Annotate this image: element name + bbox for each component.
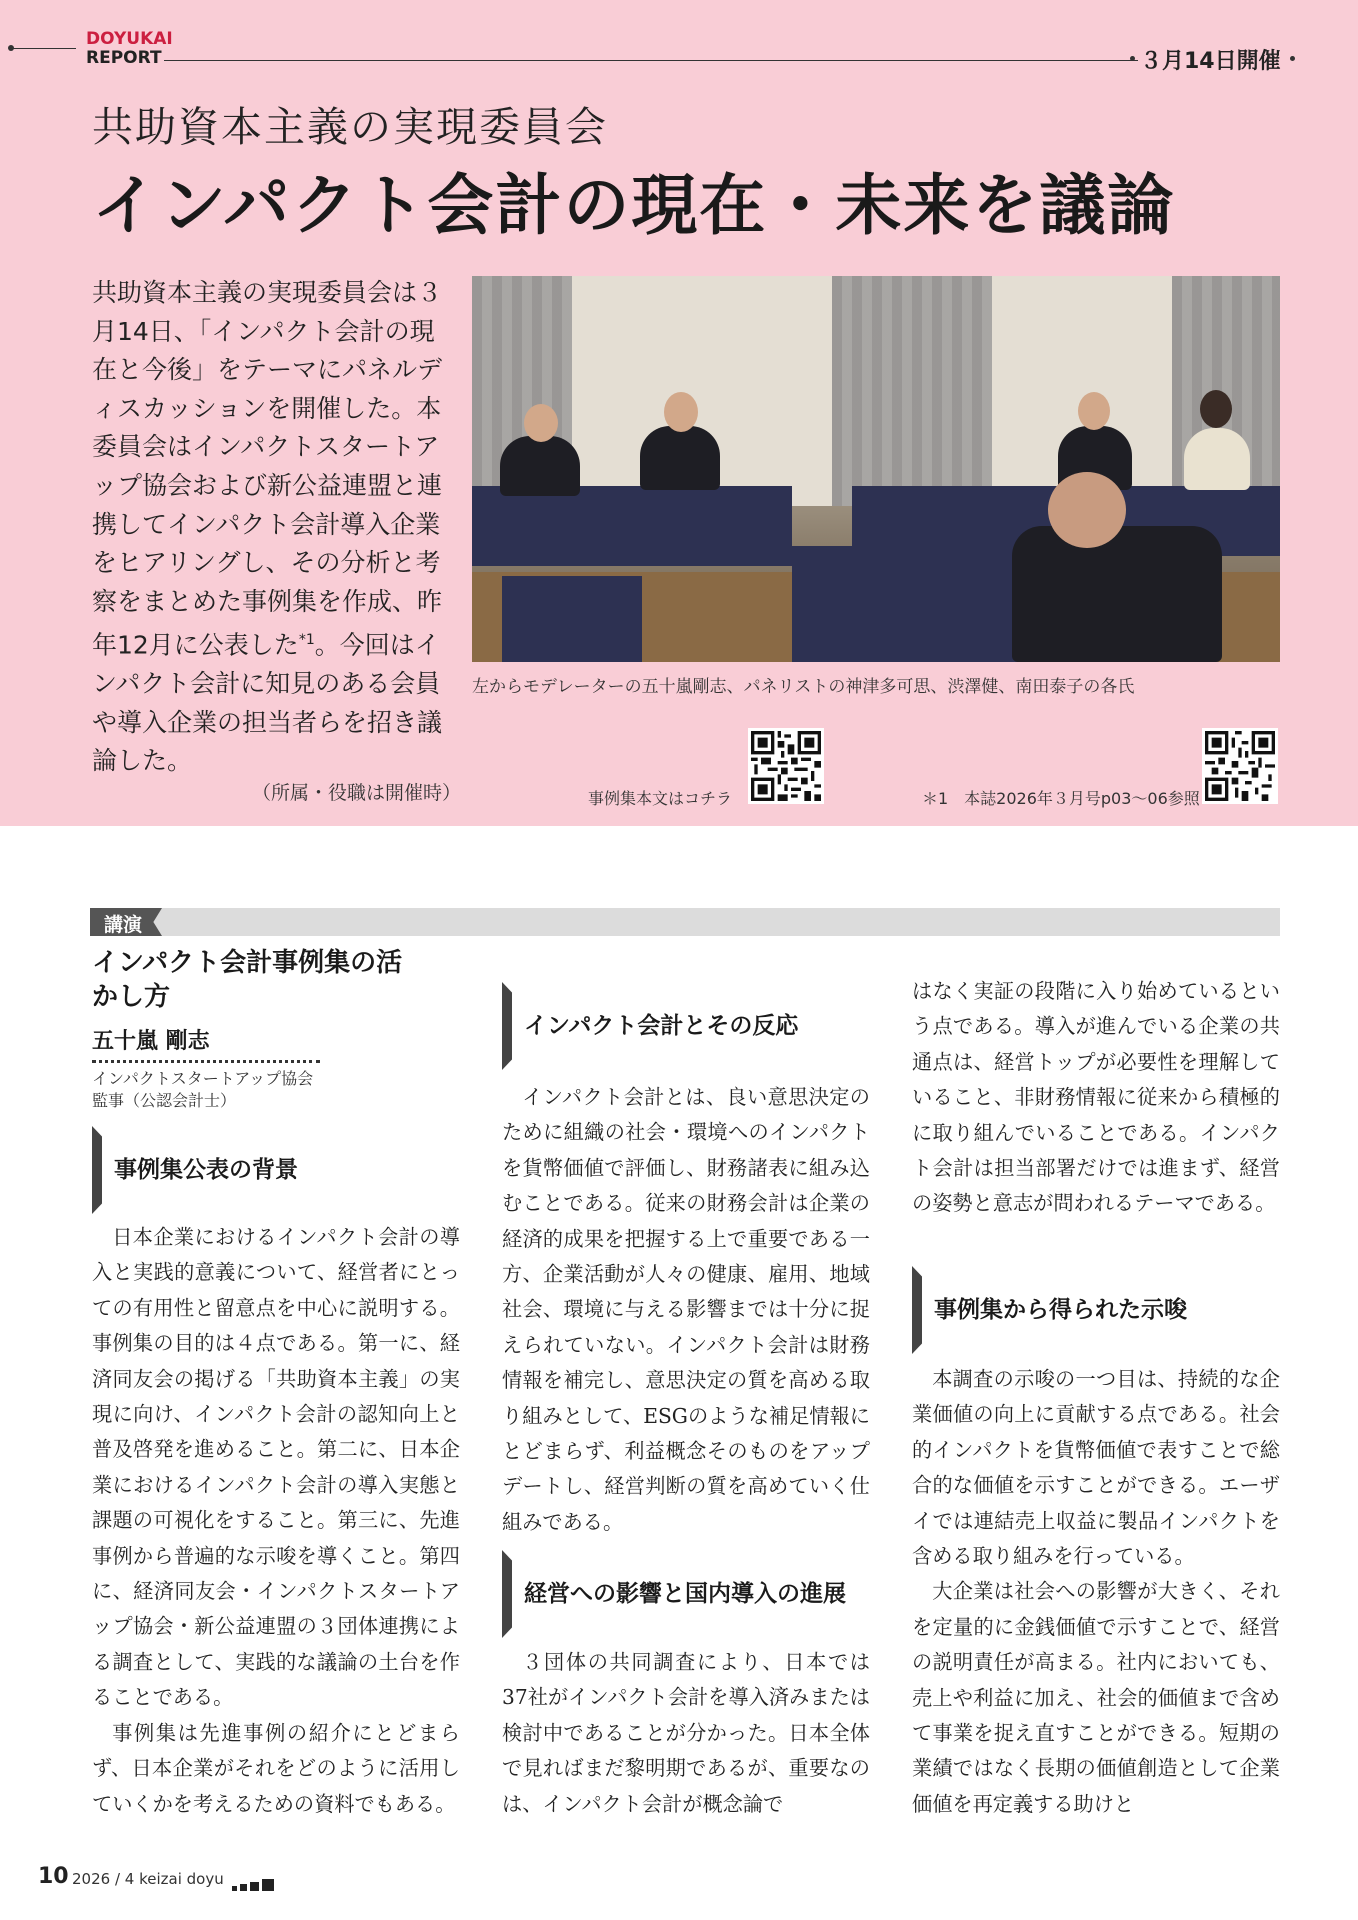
kicker-line1: DOYUKAI: [86, 29, 173, 49]
lecture-title: インパクト会計事例集の活かし方: [92, 948, 403, 1012]
column-3b: [912, 1362, 1280, 1822]
intro-paragraph: [92, 274, 442, 781]
qr-code-casebook[interactable]: [748, 728, 824, 804]
heading-background: 事例集公表の背景: [92, 1126, 464, 1214]
speaker-name: 五十嵐 剛志: [92, 1029, 210, 1054]
section-label: 講演: [104, 914, 143, 936]
audience-figure: [1012, 526, 1222, 662]
event-date: ３月14日開催: [1140, 44, 1281, 75]
section-bar: [90, 908, 1280, 936]
top-rule-right: [164, 60, 1138, 61]
column-2a: [502, 1080, 870, 1540]
body-paragraph: 本調査の示唆の一つ目は、持続的な企業価値の向上に貢献する点である。社会的インパクトを貨幣価値で表すことで総合的な価値を示すことができる。エーザイでは連結売上収益に製品インパクトを含める取り組みを行っている。: [912, 1367, 1280, 1569]
qr-icon: [751, 731, 821, 801]
kicker-line2: REPORT: [86, 48, 162, 68]
panelist-figure: [500, 436, 580, 496]
affiliation-line: 監事（公認会計士）: [92, 1091, 237, 1110]
body-paragraph: インパクト会計とは、良い意思決定のために組織の社会・環境へのインパクトを貨幣価値で評価し、財務諸表に組み込むことである。従来の財務会計は企業の経済的成果を把握する上で重要である一方、企業活動が人々の健康、雇用、地域社会、環境に与える影響までは十分に捉えられていない。インパクト会計は財務情報を補完し、意思決定の質を高める取り組みとして、ESGのような補足情報にとどまらず、利益概念そのものをアップデートし、経営判断の質を高めていく仕組みである。: [502, 1085, 870, 1534]
column-3a: [912, 974, 1280, 1222]
body-paragraph: 日本企業におけるインパクト会計の導入と実践的意義について、経営者にとっての有用性と留意点を中心に説明する。事例集の目的は４点である。第一に、経済同友会の掲げる「共助資本主義」の実現に向け、インパクト会計の認知向上と普及啓発を進めること。第二に、日本企業におけるインパクト会計の導入実態と課題の可視化をすること。第三に、先進事例から普遍的な示唆を導くこと。第四に、経済同友会・インパクトスタートアップ協会・新公益連盟の３団体連携による調査として、実践的な議論の土台を作ることである。: [92, 1225, 460, 1710]
panelist-figure: [1184, 428, 1250, 490]
qr-label-casebook: 事例集本文はコチラ: [588, 789, 733, 808]
body-paragraph: 大企業は社会への影響が大きく、それを定量的に金銭価値で示すことで、経営の説明責任が高まる。社内においても、売上や利益に加え、社会的価値まで含めて事業を捉え直すことができる。短期の業績ではなく長期の価値創造として企業価値を再定義する助けと: [912, 1579, 1280, 1816]
column-2b: [502, 1645, 870, 1822]
qr-code-reference[interactable]: [1202, 728, 1278, 804]
page-title: インパクト会計の現在・未来を議論: [92, 167, 1176, 244]
audience-head: [1048, 472, 1126, 548]
page-number: 10: [38, 1864, 69, 1889]
report-kicker: [86, 30, 173, 68]
affiliation-line: インパクトスタートアップ協会: [92, 1069, 314, 1088]
body-paragraph: ３団体の共同調査により、日本では37社がインパクト会計を導入済みまたは検討中であることが分かった。日本全体で見ればまだ黎明期であるが、重要なのは、インパクト会計が概念論で: [502, 1650, 870, 1816]
speaker-divider: [92, 1060, 320, 1063]
photo-table: [472, 486, 792, 566]
heading-management-impact: 経営への影響と国内導入の進展: [502, 1550, 874, 1638]
top-rule-left: [12, 48, 76, 49]
panelist-head: [664, 392, 698, 432]
footer-squares: [232, 1872, 277, 1891]
footnote-mark: *1: [298, 632, 315, 649]
panelist-head: [1078, 392, 1110, 430]
photo-caption: 左からモデレーターの五十嵐剛志、パネリストの神津多可思、渋澤健、南田泰子の各氏: [472, 677, 1135, 697]
panelist-head: [1200, 390, 1232, 428]
issue-info: 2026 / 4 keizai doyu: [72, 1870, 224, 1888]
committee-name: 共助資本主義の実現委員会: [92, 103, 608, 151]
qr-icon: [1205, 731, 1275, 801]
body-paragraph: はなく実証の段階に入り始めているという点である。導入が進んでいる企業の共通点は、経営トップが必要性を理解していること、非財務情報に従来から積極的に取り組んでいることである。インパクト会計は担当部署だけでは進まず、経営の姿勢と意志が問われるテーマである。: [912, 979, 1280, 1216]
heading-impact-accounting: インパクト会計とその反応: [502, 982, 874, 1070]
photo-table: [502, 576, 642, 662]
panel-photo: [472, 276, 1280, 662]
intro-text: 共助資本主義の実現委員会は３月14日、「インパクト会計の現在と今後」をテーマにパネルディスカッションを開催した。本委員会はインパクトスタートアップ協会および新公益連盟と連携してインパクト会計導入企業をヒアリングし、その分析と考察をまとめた事例集を作成、昨年12月に公表した: [92, 278, 443, 660]
body-paragraph: 事例集は先進事例の紹介にとどまらず、日本企業がそれをどのように活用していくかを考えるための資料でもある。: [92, 1720, 460, 1816]
position-note: （所属・役職は開催時）: [252, 782, 462, 804]
speaker-affiliation: [92, 1068, 313, 1112]
panelist-head: [524, 404, 558, 442]
panelist-figure: [640, 426, 720, 490]
photo-curtain: [832, 276, 992, 506]
footnote-reference: ＊1 本誌2026年３月号p03〜06参照: [922, 789, 1200, 808]
column-1: [92, 1220, 460, 1822]
intro-text-after: 。今回はインパクト会計に知見のある会員や導入企業の担当者らを招き議論した。: [92, 630, 443, 776]
heading-implications: 事例集から得られた示唆: [912, 1266, 1284, 1354]
